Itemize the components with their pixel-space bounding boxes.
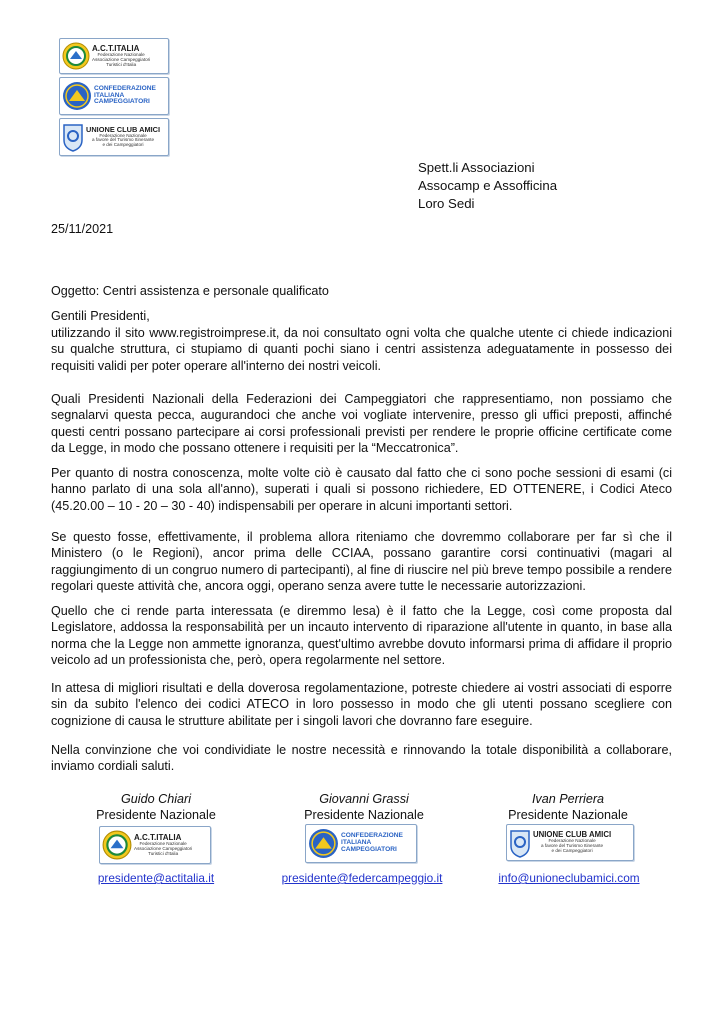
signatory-role: Presidente Nazionale: [96, 808, 216, 822]
recipient-line: Assocamp e Assofficina: [418, 178, 558, 193]
body-paragraph: Quali Presidenti Nazionali della Federazioni dei Campeggiatori che rappresentiamo, non possiamo che segnalarvi questa pecca, augurandoci che anche voi vogliate intervenire, presso gli uffici preposti, affinché questi centri possano partecipare ai corsi professionali previsti per rendere le proprie officine certificate come da Legge, in modo che possano ottenere i requisiti per la “Meccatronica”.: [51, 392, 672, 455]
act-italia-emblem-icon: [62, 42, 90, 70]
logo-title: UNIONE CLUB AMICI: [533, 830, 612, 840]
logo-confederazione: [59, 77, 169, 115]
logo-subline: e dei Campeggiatori: [102, 142, 144, 148]
logo-subline: CAMPEGGIATORI: [94, 98, 150, 106]
logo-subline: Turistici d'Italia: [106, 61, 137, 67]
logo-act-italia: [99, 826, 211, 864]
unione-club-amici-emblem-icon: [509, 828, 531, 858]
signatory-name: Ivan Perriera: [531, 792, 605, 806]
logo-subline: ITALIANA: [341, 839, 372, 847]
logo-act-italia: [59, 38, 169, 74]
act-italia-emblem-icon: [102, 830, 132, 860]
confederazione-emblem-icon: [62, 81, 92, 111]
signatory-role: Presidente Nazionale: [304, 808, 424, 822]
logo-subline: ITALIANA: [94, 91, 125, 99]
logo-confederazione: [305, 824, 417, 863]
signature-block: [274, 791, 454, 823]
recipient-block: [418, 159, 557, 213]
email-link-federcampeggio[interactable]: presidente@federcampeggio.it: [281, 871, 443, 885]
recipient-line: Loro Sedi: [418, 196, 475, 211]
signatory-name: Guido Chiari: [121, 792, 191, 806]
logo-subline: a favore del Turismo Itinerante: [541, 843, 604, 849]
logo-subline: Federazione Nazionale: [99, 132, 147, 138]
body-paragraph: utilizzando il sito www.registroimprese.it, da noi consultato ogni volta che qualche utente ci chiede indicazioni su qualche struttura, ci stupiamo di quanti pochi siano i centri assistenza adeguatamente in possesso dei requisiti validi per poter operare all'interno dei nostri veicoli.: [51, 326, 672, 373]
logo-title: A.C.T.ITALIA: [134, 832, 182, 842]
logo-subline: Federazione Nazionale: [548, 838, 596, 844]
signatory-role: Presidente Nazionale: [508, 808, 628, 822]
salutation: Gentili Presidenti,: [51, 309, 150, 323]
logo-subline: Federazione Nazionale: [97, 51, 145, 57]
logo-unione-club-amici: [59, 118, 169, 156]
unione-club-amici-emblem-icon: [62, 122, 84, 152]
email-link-unioneclubamici[interactable]: info@unioneclubamici.com: [498, 871, 640, 885]
logo-title: A.C.T.ITALIA: [92, 43, 140, 53]
signatory-name: Giovanni Grassi: [319, 792, 409, 806]
logo-subline: CAMPEGGIATORI: [341, 845, 397, 853]
recipient-line: Spett.li Associazioni: [418, 160, 535, 175]
signature-block: [478, 791, 658, 823]
body-paragraph: Se questo fosse, effettivamente, il problema allora riteniamo che dovremmo collaborare per far sì che il Ministero (o le Regioni), ancor prima delle CCIAA, possano garantire corsi continuativi (magari al raggiungimento di un congruo numero di partecipanti), al fine di riuscire nel più breve tempo possibile a rendere regolari queste attività che, ancora oggi, operano senza avere tutte le necessarie autorizzazioni.: [51, 530, 672, 593]
body-paragraph: In attesa di migliori risultati e della doverosa regolamentazione, potreste chiedere ai vostri associati di esporre sin da subito l'elenco dei codici ATECO in loro possesso in modo che gli utenti possano scegliere con cognizione di causa le strutture abilitate per i singoli lavori che dovranno fare eseguire.: [51, 681, 672, 728]
body-paragraph: Per quanto di nostra conoscenza, molte volte ciò è causato dal fatto che ci sono poche sessioni di esami (ci hanno parlato di una sola all'anno), superati i quali si possono richiedere, ED OTTENERE, i Codici Ateco (45.20.00 – 10 - 20 – 30 - 40) indispensabili per operare in alcuni importanti settori.: [51, 466, 672, 513]
logo-subline: Associazione Campeggiatori: [92, 56, 151, 62]
logo-title: CONFEDERAZIONE: [94, 84, 156, 92]
logo-subline: Associazione Campeggiatori: [134, 845, 193, 851]
logo-title: CONFEDERAZIONE: [341, 832, 403, 840]
logo-unione-club-amici: [506, 824, 634, 861]
body-paragraph: Nella convinzione che voi condividiate le nostre necessità e rinnovando la totale disponibilità a collaborare, inviamo cordiali saluti.: [51, 743, 672, 774]
logo-subline: e dei Campeggiatori: [551, 847, 593, 853]
signature-block: [66, 791, 246, 823]
letter-subject: Oggetto: Centri assistenza e personale qualificato: [51, 284, 329, 298]
logo-subline: a favore del Turismo Itinerante: [92, 137, 155, 143]
logo-subline: Turistici d'Italia: [148, 850, 179, 856]
body-paragraph: Quello che ci rende parta interessata (e diremmo lesa) è il fatto che la Legge, così come proposta dal Legislatore, addossa la responsabilità per un incauto intervento di riparazione all'utente in quanto, in base alla norma che la Legge non ammette ignoranza, quest'ultimo avrebbe dovuto informarsi prima di affidare il proprio veicolo ad un professionista che, però, opera regolarmente nel settore.: [51, 604, 672, 667]
logo-title: UNIONE CLUB AMICI: [86, 124, 161, 134]
confederazione-emblem-icon: [308, 828, 339, 859]
email-link-actitalia[interactable]: presidente@actitalia.it: [97, 871, 215, 885]
logo-subline: Federazione Nazionale: [139, 840, 187, 846]
letter-date: 25/11/2021: [51, 222, 114, 236]
